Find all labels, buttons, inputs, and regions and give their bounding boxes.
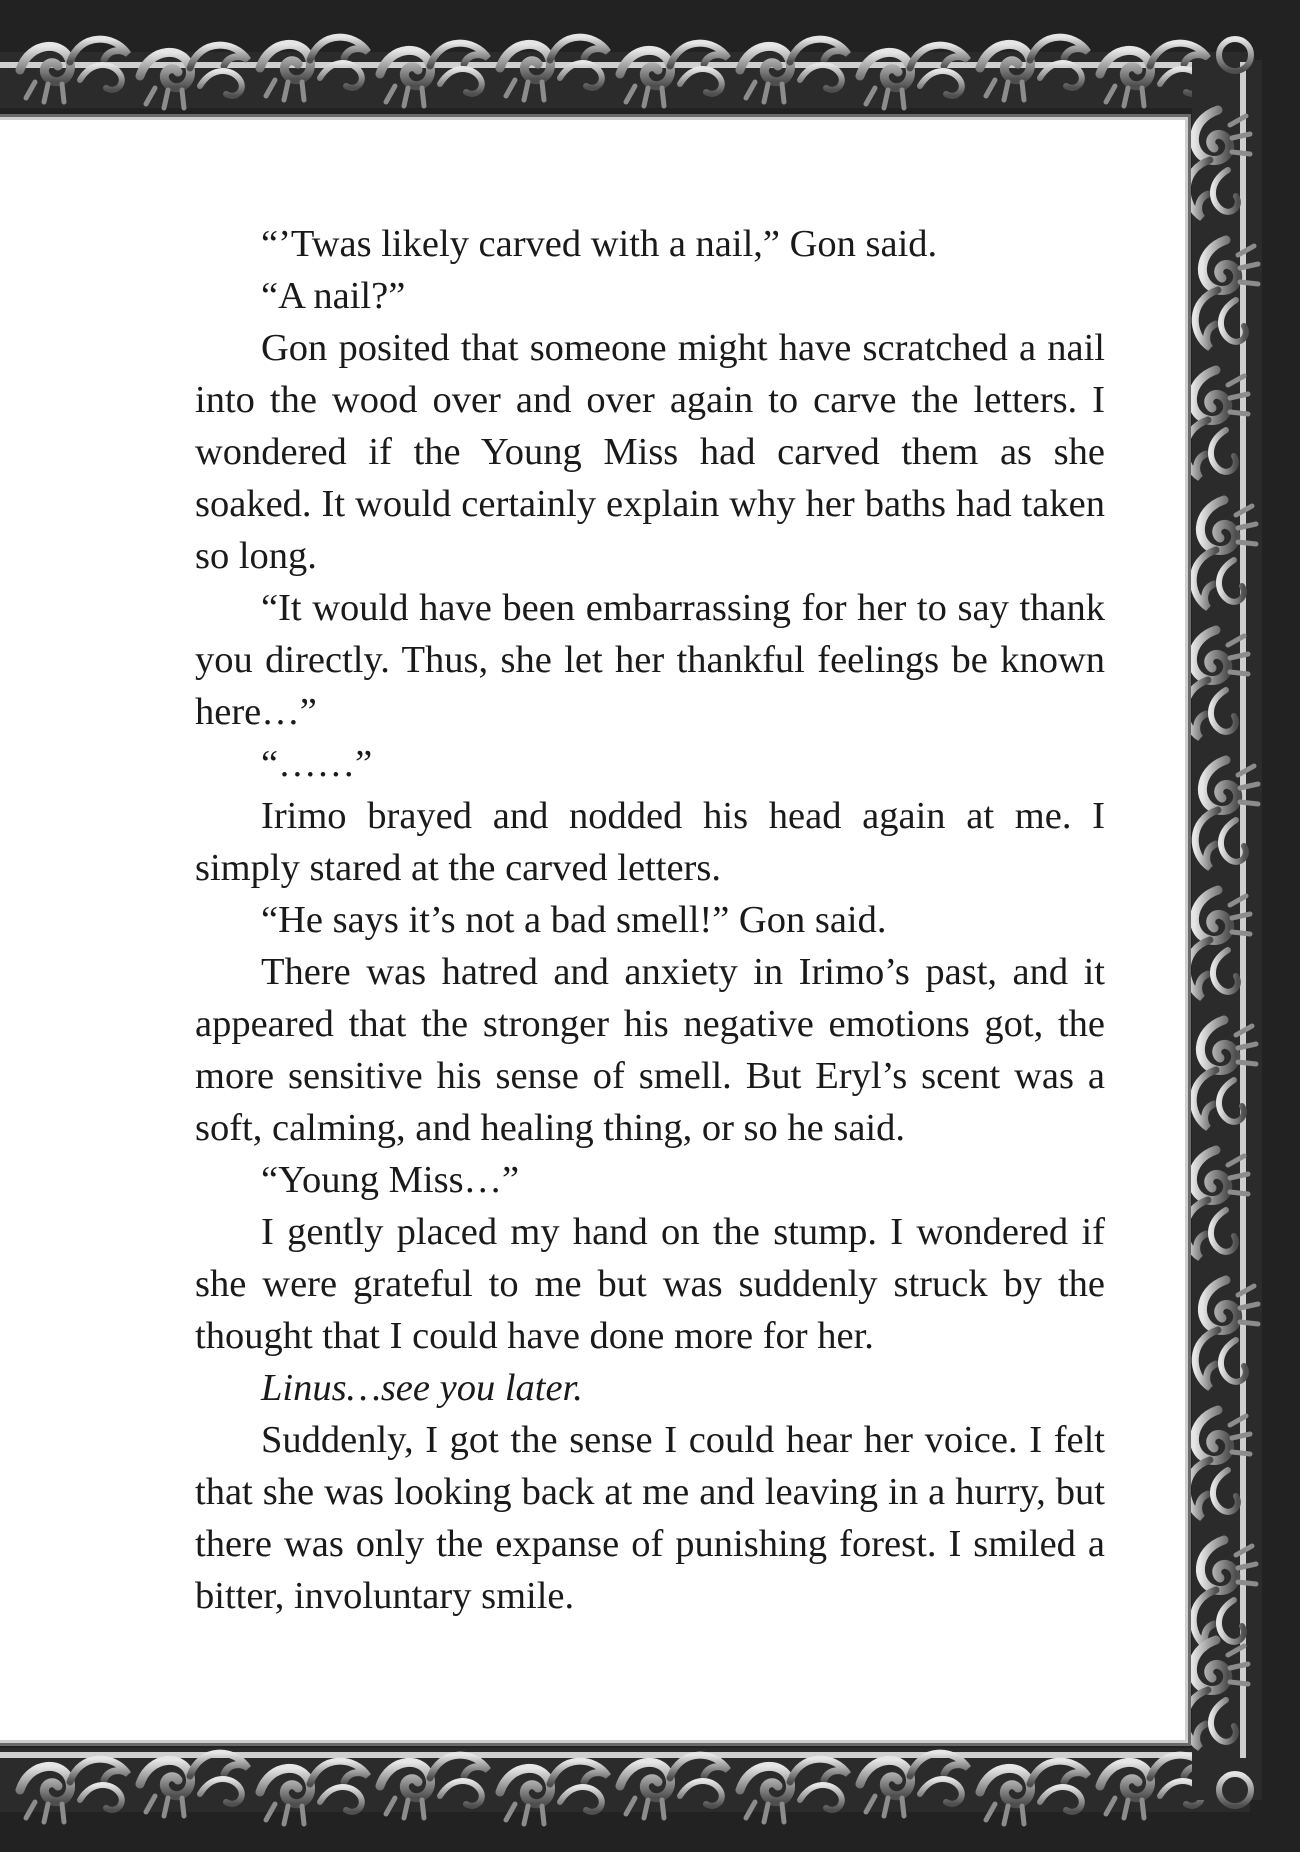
body-text bbox=[195, 218, 1105, 1622]
paragraph: I gently placed my hand on the stump. I wondered if she were grateful to me but was suddenly struck by the thought that I could have done more for her. bbox=[195, 1211, 1105, 1357]
paragraph-italic-thought: Linus…see you later. bbox=[261, 1367, 583, 1409]
paragraph: There was hatred and anxiety in Irimo’s past, and it appeared that the stronger his negative emotions got, the more sensitive his sense of smell. But Eryl’s scent was a soft, calming, and healing thing, or so he said. bbox=[195, 951, 1105, 1149]
paragraph: “’Twas likely carved with a nail,” Gon said. bbox=[261, 223, 938, 265]
paragraph: “……” bbox=[261, 743, 373, 785]
paragraph: “Young Miss…” bbox=[261, 1159, 520, 1201]
paragraph: Gon posited that someone might have scratched a nail into the wood over and over again to carve the letters. I wondered if the Young Miss had carved them as she soaked. It would certainly explain why her baths had taken so long. bbox=[195, 327, 1105, 577]
paragraph: Suddenly, I got the sense I could hear her voice. I felt that she was looking back at me and leaving in a hurry, but there was only the expanse of punishing forest. I smiled a bitter, involuntary smile. bbox=[195, 1419, 1105, 1617]
paragraph: “He says it’s not a bad smell!” Gon said. bbox=[261, 899, 887, 941]
paragraph: “A nail?” bbox=[261, 275, 406, 317]
paragraph: “It would have been embarrassing for her to say thank you directly. Thus, she let her thankful feelings be known here…” bbox=[195, 587, 1105, 733]
paragraph: Irimo brayed and nodded his head again at me. I simply stared at the carved letters. bbox=[195, 795, 1105, 889]
